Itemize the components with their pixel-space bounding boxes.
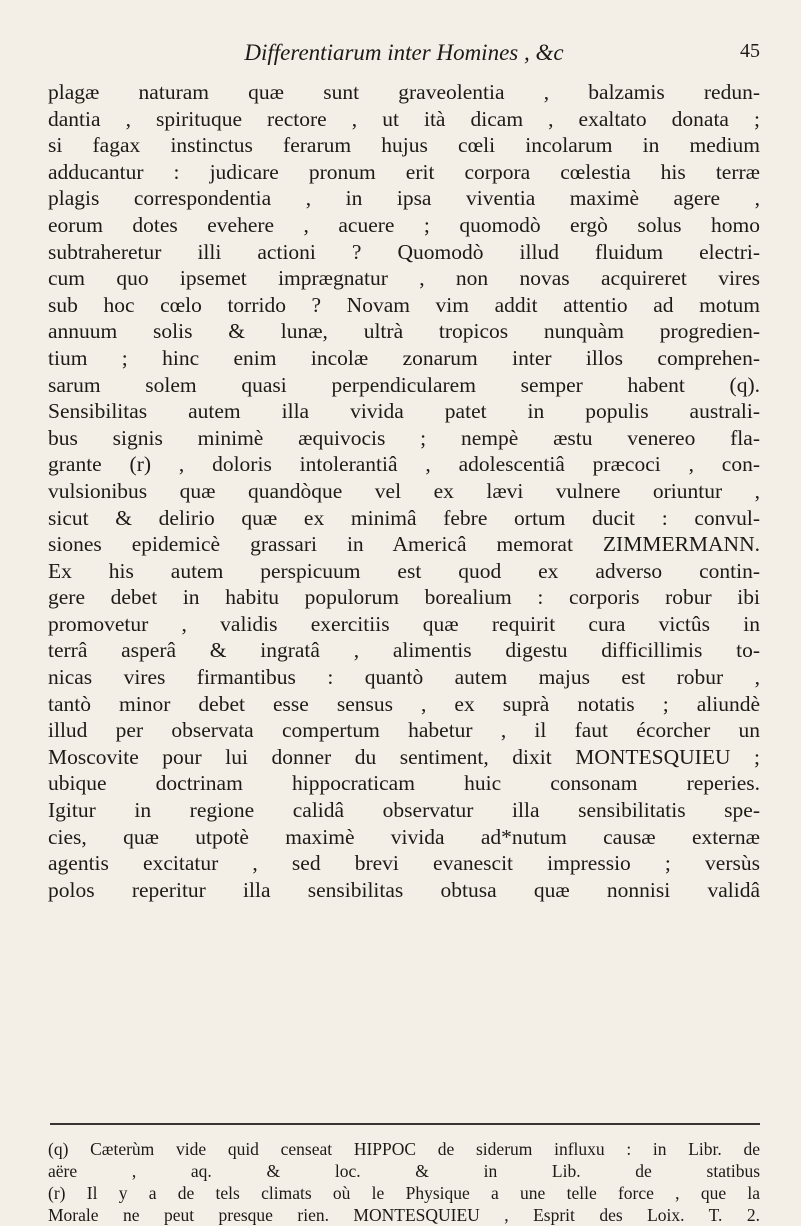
footnote-line: aëre , aq. & loc. & in Lib. de statibus <box>48 1161 760 1181</box>
text-line: plagæ naturam quæ sunt graveolentia , balzamis redun- <box>48 80 760 104</box>
footnote-line: (q) Cæterùm vide quid censeat HIPPOC de siderum influxu : in Libr. de <box>48 1139 760 1159</box>
text-line: adducantur : judicare pronum erit corpora cœlestia his terræ <box>48 159 760 184</box>
text-line: plagis correspondentia , in ipsa viventia maximè agere , <box>48 186 760 211</box>
text-line: illud per observata compertum habetur , il faut écorcher un <box>48 718 760 743</box>
text-line: Moscovite pour lui donner du sentiment, dixit MONTESQUIEU ; <box>48 744 760 769</box>
text-line: ubique doctrinam hippocraticam huic consonam reperies. <box>48 771 760 796</box>
text-line: tantò minor debet esse sensus , ex suprà notatis ; aliundè <box>48 691 760 716</box>
text-line: cies, quæ utpotè maximè vivida ad*nutum causæ externæ <box>48 824 760 849</box>
footnote-line: Morale ne peut presque rien. MONTESQUIEU , Esprit des Loix. T. 2. <box>48 1205 760 1225</box>
text-line: promovetur , validis exercitiis quæ requirit cura victûs in <box>48 611 760 636</box>
text-line: annuum solis & lunæ, ultrà tropicos nunquàm progredien- <box>48 319 760 344</box>
text-line: sub hoc cœlo torrido ? Novam vim addit attentio ad motum <box>48 292 760 317</box>
text-line: Sensibilitas autem illa vivida patet in populis australi- <box>48 399 760 424</box>
text-line: terrâ asperâ & ingratâ , alimentis digestu difficillimis to- <box>48 638 760 663</box>
text-line: vulsionibus quæ quandòque vel ex lævi vulnere oriuntur , <box>48 478 760 503</box>
body-text <box>48 79 760 903</box>
footnotes <box>48 1138 760 1226</box>
text-line: Ex his autem perspicuum est quod ex adverso contin- <box>48 558 760 583</box>
footnote-divider <box>50 1123 760 1125</box>
text-line: sicut & delirio quæ ex minimâ febre ortum ducit : convul- <box>48 505 760 530</box>
page-number: 45 <box>740 40 760 62</box>
text-line: grante (r) , doloris intolerantiâ , adolescentiâ præcoci , con- <box>48 452 760 477</box>
running-title: Differentiarum inter Homines , &c <box>244 40 564 65</box>
text-line: cum quo ipsemet imprægnatur , non novas acquireret vires <box>48 266 760 291</box>
footnote-line: (r) Il y a de tels climats où le Physique a une telle force , que la <box>48 1183 760 1203</box>
text-line: eorum dotes evehere , acuere ; quomodò ergò solus homo <box>48 212 760 237</box>
text-line: polos reperitur illa sensibilitas obtusa quæ nonnisi validâ <box>48 877 760 902</box>
text-line: siones epidemicè grassari in Americâ memorat ZIMMERMANN. <box>48 532 760 557</box>
text-line: dantia , spirituque rectore , ut ità dicam , exaltato donata ; <box>48 106 760 131</box>
text-line: subtraheretur illi actioni ? Quomodò illud fluidum electri- <box>48 239 760 264</box>
text-line: bus signis minimè æquivocis ; nempè æstu venereo fla- <box>48 425 760 450</box>
text-line: Igitur in regione calidâ observatur illa sensibilitatis spe- <box>48 798 760 823</box>
text-line: gere debet in habitu populorum borealium : corporis robur ibi <box>48 585 760 610</box>
text-line: sarum solem quasi perpendicularem semper habent (q). <box>48 372 760 397</box>
text-line: si fagax instinctus ferarum hujus cœli incolarum in medium <box>48 133 760 158</box>
text-line: tium ; hinc enim incolæ zonarum inter illos comprehen- <box>48 345 760 370</box>
page-header <box>48 40 760 66</box>
text-line: nicas vires firmantibus : quantò autem majus est robur , <box>48 665 760 690</box>
text-line: agentis excitatur , sed brevi evanescit impressio ; versùs <box>48 851 760 876</box>
